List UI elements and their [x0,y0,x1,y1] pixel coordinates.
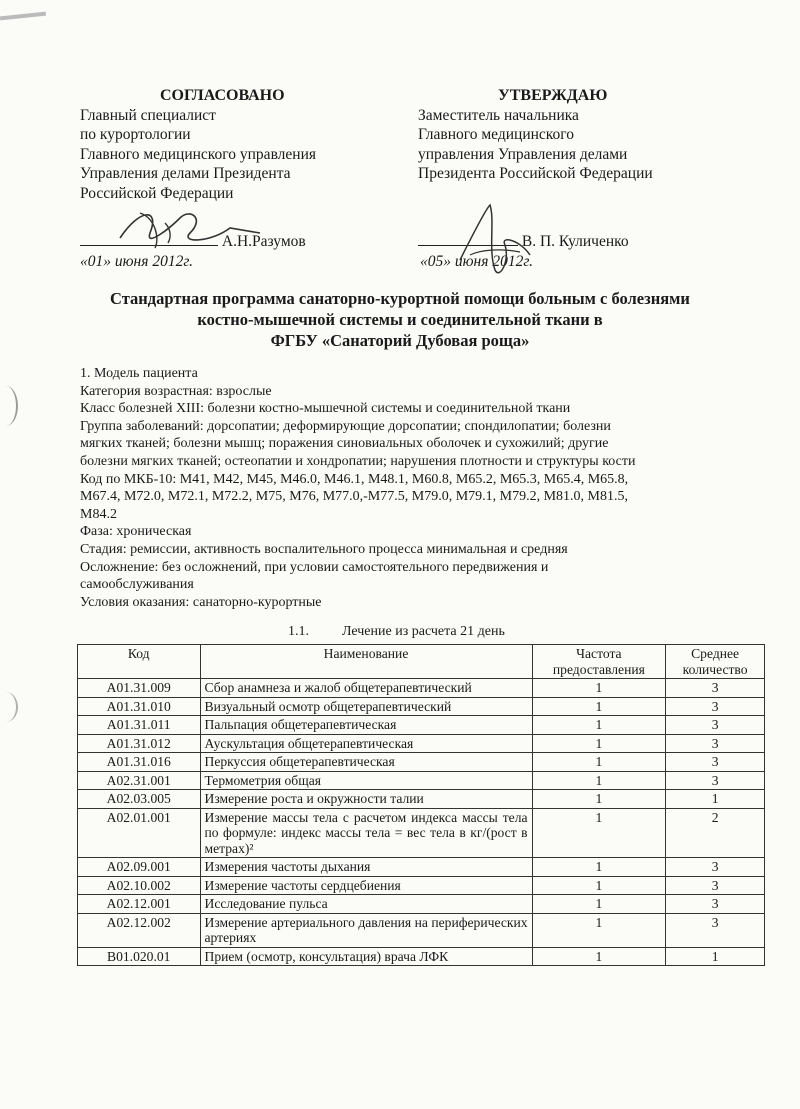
approval-right-line: Главного медицинского [418,126,575,143]
body-line: Категория возрастная: взрослые [80,383,272,399]
table-header-row [78,645,765,679]
cell-code: А01.31.010 [78,697,201,716]
approval-left-line: Главного медицинского управления [80,145,317,163]
body-line: Класс болезней XIII: болезни костно-мышечной системы и соединительной ткани [80,401,571,417]
cell-code: А02.01.001 [78,808,201,858]
approval-right-heading: УТВЕРЖДАЮ [498,87,608,104]
cell-quantity: 3 [666,716,765,735]
cell-name: Прием (осмотр, консультация) врача ЛФК [200,947,532,966]
cell-quantity: 3 [666,771,765,790]
section-heading [288,624,505,640]
cell-quantity: 3 [666,679,765,698]
cell-code: А02.03.005 [78,790,201,809]
cell-frequency: 1 [532,716,666,735]
signature-kulichenko [440,200,560,290]
body-line: болезни мягких тканей; остеопатии и хондропатии; нарушения плотности и структуры кости [80,453,636,469]
cell-name: Пальпация общетерапевтическая [200,716,532,735]
approval-right-block [418,86,758,184]
cell-name: Измерение массы тела с расчетом индекса массы тела по формуле: индекс массы тела = вес тела в кг/(рост в метрах)² [200,808,532,858]
cell-frequency: 1 [532,679,666,698]
treatment-table [77,644,765,966]
cell-quantity: 3 [666,876,765,895]
cell-name: Измерение частоты сердцебиения [200,876,532,895]
cell-frequency: 1 [532,790,666,809]
cell-code: А01.31.009 [78,679,201,698]
scan-mark [0,12,46,21]
document-title-line: ФГБУ «Санаторий Дубовая роща» [270,331,530,350]
approval-right-signer: В. П. Куличенко [521,233,629,250]
cell-name: Измерение артериального давления на периферических артериях [200,913,532,947]
cell-code: А01.31.011 [78,716,201,735]
body-line: М67.4, М72.0, М72.1, М72.2, М75, М76, М77.0,-М77.5, М79.0, М79.1, М79.2, М81.0, М81.5, [80,489,628,505]
section-title: Лечение из расчета 21 день [342,624,505,639]
signature-razumov [110,198,270,278]
approval-left-signer: А.Н.Разумов [221,233,306,250]
cell-name: Измерения частоты дыхания [200,858,532,877]
cell-name: Визуальный осмотр общетерапевтический [200,697,532,716]
cell-frequency: 1 [532,858,666,877]
cell-code: А01.31.012 [78,734,201,753]
patient-model [80,365,770,611]
cell-quantity: 1 [666,790,765,809]
body-line: 1. Модель пациента [80,366,198,381]
cell-frequency: 1 [532,808,666,858]
approval-right-line: Президента Российской Федерации [418,165,653,182]
cell-frequency: 1 [532,753,666,772]
approval-left-line: Управления делами Президента [80,165,291,182]
body-line: Условия оказания: санаторно-курортные [80,594,322,610]
table-row [78,808,765,858]
cell-frequency: 1 [532,913,666,947]
table-row [78,716,765,735]
cell-code: А01.31.016 [78,753,201,772]
cell-code: А02.09.001 [78,858,201,877]
cell-quantity: 3 [666,753,765,772]
approval-right-line: Заместитель начальника [418,106,579,124]
table-row [78,913,765,947]
body-line: самообслуживания [80,577,194,593]
scan-mark [0,386,18,426]
column-header-name: Наименование [200,645,532,679]
approval-right-date: «05» июня 2012г. [420,253,534,270]
cell-code: А02.12.002 [78,913,201,947]
approval-left-line: по курортологии [80,126,191,143]
body-line: М84.2 [80,506,117,522]
document-title [0,288,800,351]
document-title-line: костно-мышечной системы и соединительной ткани в [197,310,603,329]
body-line: Код по МКБ-10: М41, М42, М45, М46.0, М46.1, М48.1, М60.8, М65.2, М65.3, М65.4, М65.8, [80,471,629,487]
cell-quantity: 3 [666,913,765,947]
cell-quantity: 2 [666,808,765,858]
body-line: Фаза: хроническая [80,524,192,540]
cell-name: Перкуссия общетерапевтическая [200,753,532,772]
body-line: Стадия: ремиссии, активность воспалительного процесса минимальная и средняя [80,541,568,557]
body-line: Осложнение: без осложнений, при условии самостоятельного передвижения и [80,559,549,575]
cell-name: Термометрия общая [200,771,532,790]
approval-left-date: «01» июня 2012г. [80,253,194,270]
cell-name: Исследование пульса [200,895,532,914]
approval-left-block [80,86,380,203]
cell-code: А02.31.001 [78,771,201,790]
table-row [78,679,765,698]
cell-quantity: 3 [666,895,765,914]
table-row [78,947,765,966]
table-row [78,697,765,716]
cell-name: Сбор анамнеза и жалоб общетерапевтический [200,679,532,698]
table-row [78,771,765,790]
column-header-code: Код [78,645,201,679]
cell-code: А02.12.001 [78,895,201,914]
cell-quantity: 3 [666,858,765,877]
approval-right-line: управления Управления делами [418,145,628,163]
column-header-frequency: Частота предоставления [532,645,666,679]
body-line: мягких тканей; болезни мышц; поражения синовиальных оболочек и сухожилий; другие [80,436,609,452]
table-row [78,753,765,772]
table-row [78,895,765,914]
cell-frequency: 1 [532,734,666,753]
cell-frequency: 1 [532,697,666,716]
cell-name: Измерение роста и окружности талии [200,790,532,809]
table-row [78,790,765,809]
document-title-line: Стандартная программа санаторно-курортной помощи больным с болезнями [110,289,690,308]
cell-frequency: 1 [532,895,666,914]
approval-left-line: Российской Федерации [80,184,234,202]
cell-frequency: 1 [532,771,666,790]
column-header-quantity: Среднее количество [666,645,765,679]
approval-left-line: Главный специалист [80,106,216,124]
cell-quantity: 3 [666,697,765,716]
cell-frequency: 1 [532,947,666,966]
cell-name: Аускультация общетерапевтическая [200,734,532,753]
cell-quantity: 3 [666,734,765,753]
table-row [78,876,765,895]
section-number: 1.1. [288,624,309,639]
cell-frequency: 1 [532,876,666,895]
table-row [78,858,765,877]
cell-code: А02.10.002 [78,876,201,895]
body-line: Группа заболеваний: дорсопатии; деформирующие дорсопатии; спондилопатии; болезни [80,418,611,434]
approval-left-heading: СОГЛАСОВАНО [160,87,285,104]
table-row [78,734,765,753]
cell-code: В01.020.01 [78,947,201,966]
cell-quantity: 1 [666,947,765,966]
scan-mark [0,692,18,722]
